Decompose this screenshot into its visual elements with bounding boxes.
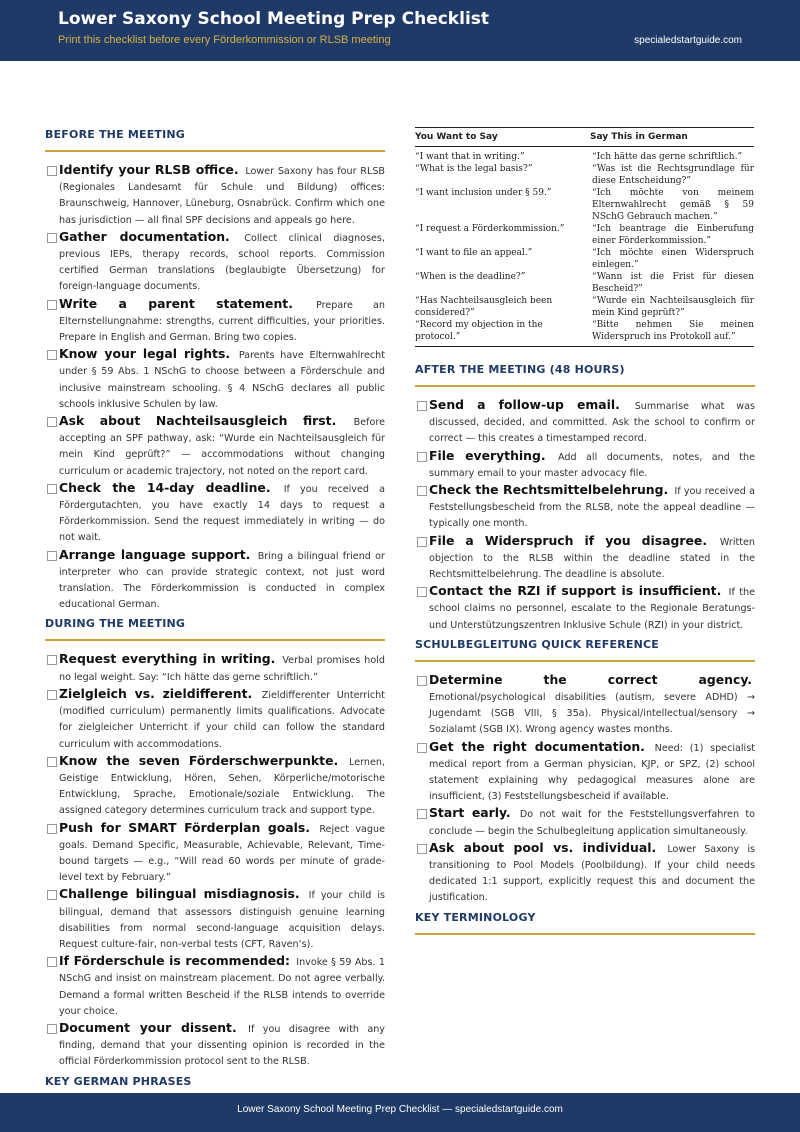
col-header-english: You Want to Say [415, 128, 590, 147]
checklist-item [45, 953, 385, 1020]
item-title: Start early. [429, 805, 511, 821]
checklist-item [45, 651, 385, 685]
item-body: If you disagree with any finding, demand that your dissenting opinion is recorded in the official Förderkommission protocol sent to the RLSB. [59, 1023, 385, 1068]
item-body: Lernen, Geistige Entwicklung, Hören, Sehen, Körperliche/motorische Entwicklung, Sprache, Emotionale/soziale Entwicklung. The assigned category determines curriculum track and support type. [59, 756, 385, 817]
item-title: Zielgleich vs. zieldifferent. [59, 685, 253, 701]
item-body: Do not wait for the Feststellungsverfahren to conclude — begin the Schulbegleitung application simultaneously. [429, 809, 755, 837]
page-title: Lower Saxony School Meeting Prep Checklist [58, 9, 490, 29]
checkbox[interactable] [417, 676, 427, 686]
item-body: Before accepting an SPF pathway, ask: “Wurde ein Nachteilsausgleich für mein Kind geprüft?” — accommodations without changing curriculum or academic trajectory, not noted on the report card. [59, 417, 385, 477]
checklist-item [45, 229, 385, 296]
section-heading-schulbegleitung: SCHULBEGLEITUNG QUICK REFERENCE [415, 638, 755, 662]
phrase-row [415, 271, 754, 295]
checklist-item [45, 480, 385, 547]
item-body: Collect clinical diagnoses, previous IEPs, therapy records, school reports. Commission certified German translations (beglaubigte Übersetzung) for foreign-language documents. [59, 232, 385, 293]
item-body: Add all documents, notes, and the summary email to your master advocacy file. [429, 451, 755, 479]
checkbox[interactable] [417, 537, 427, 547]
item-body: If you received a Fördergutachten, you have exactly 14 days to request a Förderkommission. Send the request immediately in writing — do not wait. [59, 483, 385, 544]
item-title: If Förderschule is recommended: [59, 953, 290, 969]
checklist-item [45, 1020, 385, 1071]
during-list [45, 651, 385, 1070]
phrase-german: “Was ist die Rechtsgrundlage für diese Entscheidung?” [592, 164, 754, 186]
checklist-item [45, 162, 385, 229]
item-title: Determine the correct agency. [429, 671, 752, 687]
checkbox[interactable] [47, 1024, 57, 1034]
checklist-item [45, 547, 385, 614]
checklist-item [415, 448, 755, 482]
item-body: Prepare an Elternstellungnahme: strengths, current difficulties, your priorities. Prepare in English and German. Bring two copies. [59, 299, 385, 344]
item-body: Parents have Elternwahlrecht under § 59 Abs. 1 NSchG to choose between a Förderschule and inclusive mainstream schooling. § 4 NSchG declares all public schools inklusive Schulen by law. [59, 350, 385, 410]
phrase-row [415, 223, 754, 247]
phrase-row [415, 163, 754, 187]
item-body: Reject vague goals. Demand Specific, Measurable, Achievable, Relevant, Time-bound targets — e.g., “Will read 60 words per minute of grade-level text by February.” [59, 823, 385, 884]
checklist-item [45, 686, 385, 753]
item-body: Lower Saxony is transitioning to Pool Models (Poolbildung). If your child needs dedicated 1:1 support, explicitly request this and document the justification. [429, 843, 755, 904]
item-body: Emotional/psychological disabilities (autism, severe ADHD) → Jugendamt (SGB VIII, § 35a). Physical/intellectual/sensory → Sozialamt (SGB IX). Wrong agency wastes months. [429, 692, 755, 736]
item-body: If the school claims no personnel, escalate to the Regionale Beratungs- und Unterstützungszentren Inklusive Schule (RZI) in your district. [429, 587, 755, 631]
checkbox[interactable] [47, 417, 57, 427]
checkbox[interactable] [47, 890, 57, 900]
section-heading-phrases: KEY GERMAN PHRASES [45, 1075, 385, 1099]
phrase-german: “Wann ist die Frist für diesen Bescheid?” [592, 272, 754, 294]
item-title: Document your dissent. [59, 1019, 237, 1035]
phrase-german: “Ich möchte von meinem Elternwahlrecht gemäß § 59 NSchG Gebrauch machen.” [592, 188, 754, 222]
checklist-item [415, 583, 755, 634]
phrase-row [415, 319, 754, 347]
checkbox[interactable] [417, 809, 427, 819]
phrase-english: “Record my objection in the protocol.” [415, 319, 590, 347]
page-subtitle: Print this checklist before every Förderkommission or RLSB meeting [58, 34, 391, 46]
phrase-german: “Bitte nehmen Sie meinen Widerspruch ins Protokoll auf.” [590, 319, 754, 347]
item-title: Arrange language support. [59, 546, 251, 562]
phrase-row [415, 147, 754, 164]
item-body: If your child is bilingual, demand that assessors distinguish genuine learning disabilities from normal second-language acquisition delays. Request culture-fair, non-verbal tests (CFT, Raven’s). [59, 890, 385, 950]
checkbox[interactable] [47, 655, 57, 665]
after-list [415, 397, 755, 634]
checkbox[interactable] [47, 690, 57, 700]
checklist-item [415, 672, 755, 739]
item-title: Ask about pool vs. individual. [429, 839, 657, 855]
checklist-item [45, 413, 385, 480]
item-title: Contact the RZI if support is insufficient. [429, 583, 722, 599]
phrase-german: “Ich möchte einen Widerspruch einlegen.” [592, 248, 754, 270]
item-body: Invoke § 59 Abs. 1 NSchG and insist on mainstream placement. Do not agree verbally. Demand a formal written Bescheid if the RLSB intends to override your choice. [59, 957, 385, 1017]
checkbox[interactable] [417, 587, 427, 597]
checklist-item [415, 739, 755, 806]
item-body: Zieldifferenter Unterricht (modified curriculum) permanently limits qualifications. Advocate for zielgleicher Unterricht if your child can follow the standard curriculum with accommodations. [59, 689, 385, 750]
section-heading-after: AFTER THE MEETING (48 HOURS) [415, 363, 755, 387]
phrase-german: “Wurde ein Nachteilsausgleich für mein Kind geprüft?” [592, 296, 754, 318]
item-title: Push for SMART Förderplan goals. [59, 819, 310, 835]
item-title: Challenge bilingual misdiagnosis. [59, 886, 300, 902]
checkbox[interactable] [417, 452, 427, 462]
checkbox[interactable] [47, 166, 57, 176]
checkbox[interactable] [417, 401, 427, 411]
item-title: Send a follow-up email. [429, 397, 620, 412]
checkbox[interactable] [47, 350, 57, 360]
item-body: Summarise what was discussed, decided, and committed. Ask the school to confirm or correct — this creates a timestamped record. [429, 401, 755, 445]
item-body: Lower Saxony has four RLSB (Regionales Landesamt für Schule und Bildung) offices: Braunschweig, Hannover, Lüneburg, Osnabrück. Confirm which one has jurisdiction — all final SPF decisions and appeals go here. [59, 166, 385, 226]
item-title: Check the Rechtsmittelbelehrung. [429, 482, 669, 498]
item-title: File everything. [429, 447, 546, 463]
phrase-row [415, 247, 754, 271]
phrase-english: “What is the legal basis?” [415, 164, 533, 174]
phrase-row [415, 187, 754, 223]
section-heading-terminology: KEY TERMINOLOGY [415, 911, 755, 935]
item-body: Need: (1) specialist medical report from a German physician, KJP, or SPZ, (2) school statement explaining why pedagogical measures alone are insufficient, (3) Feststellungsbescheid if available. [429, 742, 755, 803]
left-column [45, 128, 385, 1119]
checklist-item [45, 753, 385, 820]
section-heading-before: BEFORE THE MEETING [45, 128, 385, 152]
item-title: Ask about Nachteilsausgleich first. [59, 413, 337, 429]
checklist-item [415, 533, 755, 584]
phrase-english: “I request a Förderkommission.” [415, 224, 565, 234]
phrase-english: “When is the deadline?” [415, 272, 526, 282]
item-title: Write a parent statement. [59, 295, 293, 311]
right-column [415, 127, 755, 945]
col-header-german: Say This in German [590, 128, 754, 147]
item-title: Get the right documentation. [429, 738, 645, 754]
checklist-item [415, 840, 755, 907]
checkbox[interactable] [47, 551, 57, 561]
header-site-link[interactable]: specialedstartguide.com [634, 35, 742, 46]
item-title: Request everything in writing. [59, 651, 276, 667]
checklist-item [45, 296, 385, 347]
item-title: Identify your RLSB office. [59, 162, 239, 177]
checklist-item [415, 397, 755, 448]
checkbox[interactable] [417, 743, 427, 753]
page-header [0, 0, 800, 61]
phrase-german: “Ich beantrage die Einberufung einer Förderkommission.” [592, 224, 754, 246]
checklist-item [415, 482, 755, 533]
checklist-item [45, 886, 385, 953]
checkbox[interactable] [47, 824, 57, 834]
item-body: If you received a Feststellungsbescheid from the RLSB, note the appeal deadline — typically one month. [429, 486, 755, 530]
checkbox[interactable] [47, 233, 57, 243]
phrases-table-header [415, 128, 754, 147]
checklist-item [45, 346, 385, 413]
page-footer: Lower Saxony School Meeting Prep Checklist — specialedstartguide.com [0, 1093, 800, 1132]
item-title: Check the 14-day deadline. [59, 479, 271, 495]
checkbox[interactable] [417, 486, 427, 496]
phrase-german: “Ich hätte das gerne schriftlich.” [592, 152, 743, 162]
phrase-english: “I want to file an appeal.” [415, 248, 533, 258]
item-title: Know the seven Förderschwerpunkte. [59, 752, 339, 768]
item-body: Written objection to the RLSB within the deadline stated in the Rechtsmittelbelehrung. The deadline is absolute. [429, 536, 755, 581]
checklist-item [45, 820, 385, 887]
phrase-english: “I want inclusion under § 59.” [415, 188, 552, 198]
item-title: File a Widerspruch if you disagree. [429, 532, 708, 548]
item-body: Verbal promises hold no legal weight. Say: “Ich hätte das gerne schriftlich.” [59, 655, 385, 683]
phrases-table [415, 127, 754, 347]
schulbegleitung-list [415, 672, 755, 907]
checkbox[interactable] [47, 957, 57, 967]
checklist-item [415, 805, 755, 839]
checkbox[interactable] [47, 757, 57, 767]
section-heading-during: DURING THE MEETING [45, 617, 385, 641]
item-title: Know your legal rights. [59, 346, 231, 362]
before-list [45, 162, 385, 613]
phrase-english: “Has Nachteilsausgleich been considered?” [415, 296, 553, 318]
phrase-english: “I want that in writing.” [415, 152, 525, 162]
checkbox[interactable] [417, 844, 427, 854]
checkbox[interactable] [47, 300, 57, 310]
checkbox[interactable] [47, 484, 57, 494]
phrase-row [415, 295, 754, 319]
item-title: Gather documentation. [59, 228, 230, 244]
item-body: Bring a bilingual friend or interpreter who can provide strategic context, not just word translation. The Förderkommission is conducted in complex educational German. [59, 550, 385, 611]
